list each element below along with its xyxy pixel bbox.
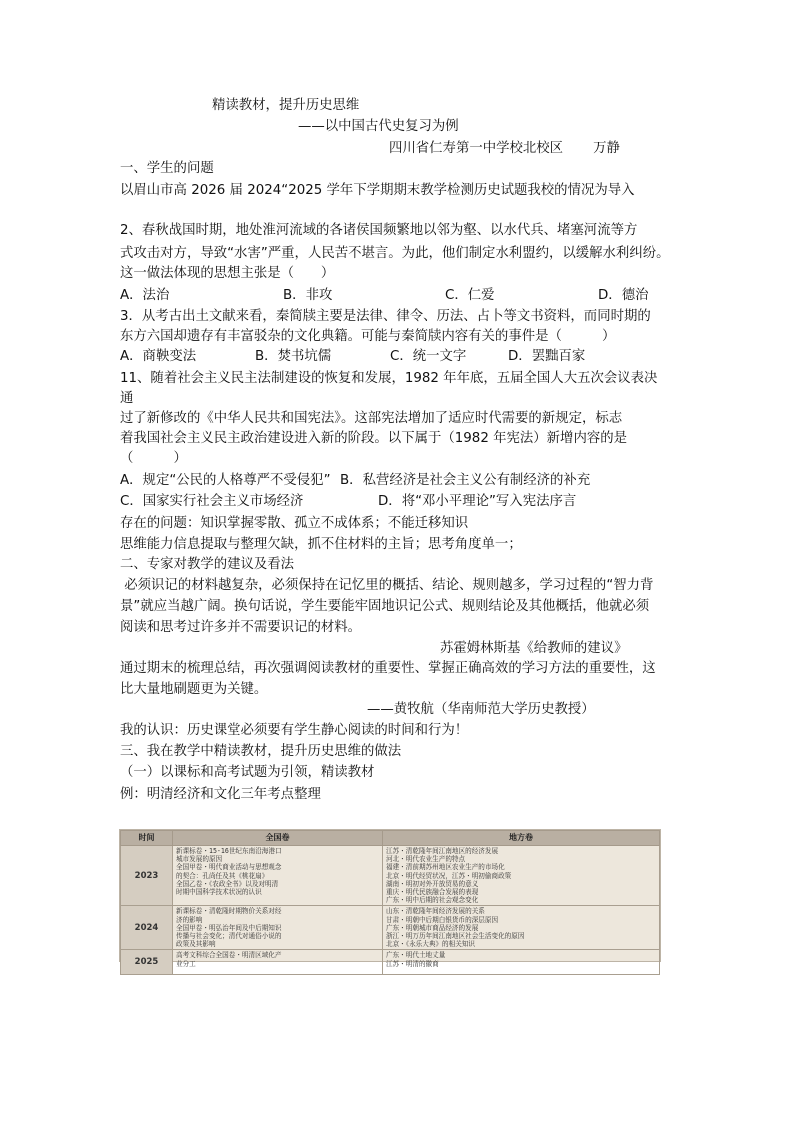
article-title: 精读教材，提升历史思维 (212, 98, 360, 113)
exam-point-text: 全国甲卷・明代商业活动与思想观念 (176, 863, 282, 872)
question-11-line-1: 11、随着社会主义民主法制建设的恢复和发展，1982 年年底，五届全国人大五次会议表决 (120, 371, 658, 386)
exam-point-text: 广东・明中后期的社会观念变化 (386, 896, 479, 905)
quote-line-1: 必须识记的材料越复杂，必须保持在记忆里的概括、结论、规则越多，学习过程的“智力背 (120, 578, 654, 593)
question-3-option-a: A．商鞅变法 (120, 349, 197, 364)
question-11-line-5: （ ） (120, 451, 187, 466)
exam-point-text: 时期中国科学技术状况的认识 (176, 888, 262, 897)
exam-point-text: 新课标卷・清乾隆时期物价关系对经 (176, 907, 282, 916)
exam-point-text: 的契合：孔尚任及其《桃花扇》 (176, 871, 269, 880)
question-11-line-3: 过了新修改的《中华人民共和国宪法》。这部宪法增加了适应时代需要的新规定，标志 (120, 411, 623, 426)
exam-point-text: 政策及其影响 (176, 940, 216, 949)
exam-point-text: 全国乙卷・《农政全书》以及对明清 (176, 879, 279, 888)
exam-point-text: 浙江・明万历年间江南地区社会生活变化的原因 (386, 932, 525, 941)
table-header-local: 地方卷 (383, 831, 660, 846)
exam-point-text: 甘肃・明朝中后期白银货币的深层原因 (386, 915, 499, 924)
exam-point-text: 业分工 (176, 959, 196, 968)
question-2-option-c: C．仁爱 (445, 288, 495, 303)
table-row (121, 906, 660, 950)
table-cell-year: 2023 (121, 846, 173, 906)
table-cell-year: 2025 (121, 950, 173, 975)
table-cell-national (173, 950, 383, 975)
table-header-national: 全国卷 (173, 831, 383, 846)
exam-points-table (119, 829, 661, 968)
section-heading-3: 三、我在教学中精读教材，提升历史思维的做法 (120, 744, 402, 759)
table-cell-local (383, 906, 660, 950)
question-2-option-b: B．非攻 (283, 288, 333, 303)
question-11-line-4: 着我国社会主义民主政治建设进入新的阶段。以下属于（1982 年宪法）新增内容的是 (120, 431, 628, 446)
question-11-option-c: C．国家实行社会主义市场经济 (120, 494, 304, 509)
table-cell-local (383, 950, 660, 975)
exam-point-text: 高考文科综合全国卷・明清区域化产 (176, 951, 282, 960)
school-name: 四川省仁寿第一中学校北校区 (389, 141, 564, 156)
author-opinion: 我的认识：历史课堂必须要有学生静心阅读的时间和行为！ (120, 723, 469, 738)
exam-point-text: 江苏・明清的徽商 (386, 959, 439, 968)
exam-point-text: 湖南・明初对外开放贸易的意义 (386, 879, 479, 888)
question-3-line-2: 东方六国却遗存有丰富驳杂的文化典籍。可能与秦简牍内容有关的事件是（ ） (120, 329, 616, 344)
table-header-year: 时间 (121, 831, 173, 846)
exam-point-text: 重庆・明代民族融合发展的表现 (386, 888, 479, 897)
exam-point-text: 全国甲卷・明弘治年间及中后期知识 (176, 923, 282, 932)
question-2-line-1: 2、春秋战国时期，地处淮河流域的各诸侯国频繁地以邻为壑、以水代兵、堵塞河流等方 (120, 223, 638, 238)
exam-point-text: 济的影响 (176, 915, 203, 924)
quote-line-5: 比大量地刷题更为关键。 (120, 682, 268, 697)
exam-point-text: 江苏・清乾隆年间江南地区的经济发展 (386, 847, 499, 855)
exam-point-text: 城市发展的原因 (176, 855, 223, 864)
question-3-option-b: B．焚书坑儒 (255, 349, 332, 364)
quote-source-2: ——黄牧航（华南师范大学历史教授） (367, 702, 595, 717)
quote-line-4: 通过期末的梳理总结，再次强调阅读教材的重要性、掌握正确高效的学习方法的重要性，这 (120, 661, 656, 676)
exam-point-text: 福建・清前期苏州地区农业生产的市场化 (386, 863, 505, 872)
problems-line-2: 思维能力信息提取与整理欠缺，抓不住材料的主旨；思考角度单一； (120, 537, 522, 552)
author-line (389, 140, 620, 158)
quote-source-1: 苏霍姆林斯基《给教师的建议》 (440, 641, 628, 656)
exam-point-text: 传播与社会变化；清代对通俗小说的 (176, 932, 282, 941)
table-cell-national (173, 846, 383, 906)
question-2-option-a: A．法治 (120, 288, 170, 303)
section-heading-1: 一、学生的问题 (120, 161, 214, 176)
exam-point-text: 新课标卷・15-16世纪东南沿海港口 (176, 847, 282, 855)
problems-line-1: 存在的问题：知识掌握零散、孤立不成体系；不能迁移知识 (120, 516, 469, 531)
author-name: 万静 (593, 141, 620, 156)
table-cell-year: 2024 (121, 906, 173, 950)
table-cell-national (173, 906, 383, 950)
question-3-option-d: D．罢黜百家 (508, 349, 586, 364)
exam-point-text: 山东・清乾隆年间经济发展的关系 (386, 907, 485, 916)
question-11-option-d: D．将“邓小平理论”写入宪法序言 (378, 494, 577, 509)
question-11-line-2: 通 (120, 391, 134, 406)
question-3-option-c: C．统一文字 (390, 349, 467, 364)
question-11-option-a: A．规定“公民的人格尊严不受侵犯” (120, 473, 331, 488)
question-3-line-1: 3．从考古出土文献来看，秦简牍主要是法律、律令、历法、占卜等文书资料，而同时期的 (120, 309, 651, 324)
exam-point-text: 广东・明代土地丈量 (386, 951, 446, 960)
question-2-line-2: 式攻击对方，导致“水害”严重，人民苦不堪言。为此，他们制定水利盟约，以缓解水利纠纷。 (120, 246, 670, 261)
question-2-line-3: 这一做法体现的思想主张是（ ） (120, 266, 335, 281)
table-row (121, 846, 660, 906)
subsection-heading: （一）以课标和高考试题为引领，精读教材 (120, 765, 375, 780)
intro-text: 以眉山市高 2026 届 2024“2025 学年下学期期末教学检测历史试题我校的情况为导入 (120, 183, 635, 198)
question-11-option-b: B．私营经济是社会主义公有制经济的补充 (340, 473, 591, 488)
exam-point-text: 河北・明代农业生产的特点 (386, 855, 466, 864)
section-heading-2: 二、专家对教学的建议及看法 (120, 557, 295, 572)
exam-point-text: 北京・《永乐大典》的相关知识 (386, 940, 476, 949)
table-row (121, 950, 660, 975)
example-caption: 例：明清经济和文化三年考点整理 (120, 787, 321, 802)
quote-line-3: 阅读和思考过许多并不需要识记的材料。 (120, 620, 362, 635)
exam-point-text: 广东・明朝城市商品经济的发展 (386, 923, 479, 932)
article-subtitle: ——以中国古代史复习为例 (298, 119, 459, 134)
exam-point-text: 北京・明代经贸状况，江苏・明初偷商政策 (386, 871, 512, 880)
question-2-option-d: D．德治 (598, 288, 649, 303)
quote-line-2: 景”就应当越广阔。换句话说，学生要能牢固地识记公式、规则结论及其他概括，他就必须 (120, 599, 650, 614)
table-cell-local (383, 846, 660, 906)
